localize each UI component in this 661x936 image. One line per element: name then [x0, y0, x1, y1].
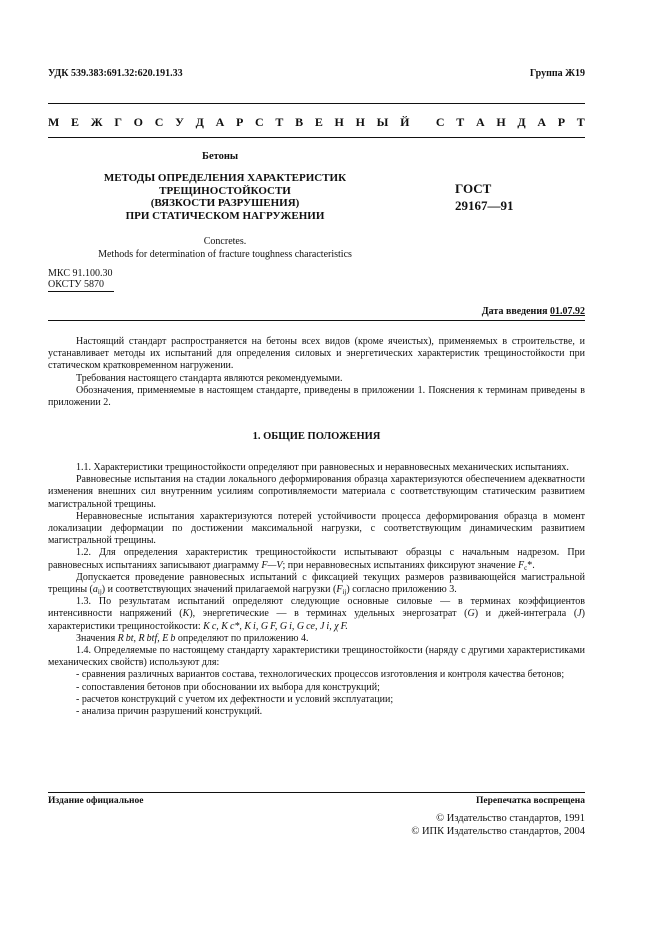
intro-paragraph: Настоящий стандарт распространяется на бетоны всех видов (кроме ячеистых), применяемых в строительстве, и устанавливает методы их испытаний для определения силовых и энергетических характеристик трещиностойкости при статическом кратковременном нагружении. [48, 336, 585, 372]
english-title-line: Concretes. [203, 236, 247, 247]
banner-letter: Р [235, 115, 244, 129]
paragraph-equilibrium: Равновесные испытания на стадии локального деформирования образца характеризуются обеспечением адекватности изменения внешних сил внутренним усилиям сопротивляемости материала с соответствующим статическим развитием магистральной трещины. [48, 474, 585, 510]
paragraph-values: Значения R bt, R btf, E b определяют по приложению 4. [76, 632, 309, 644]
banner-letter: А [537, 115, 547, 129]
banner-letter: Ж [90, 115, 103, 129]
title-line: (ВЯЗКОСТИ РАЗРУШЕНИЯ) [150, 197, 300, 209]
banner-letter: Д [517, 115, 526, 129]
banner-letter: Е [71, 115, 80, 129]
usage-list-item: - сопоставления бетонов при обосновании их выбора для конструкций; [76, 681, 380, 693]
banner-letter: С [435, 115, 445, 129]
banner-letter: Н [355, 115, 365, 129]
classification-codes [48, 268, 112, 290]
banner-letter: М [48, 115, 60, 129]
copyright-block [411, 812, 585, 838]
intro-paragraph: Обозначения, применяемые в настоящем стандарте, приведены в приложении 1. Пояснения к терминам приведены в приложении 2. [48, 384, 585, 409]
english-title-line: Methods for determination of fracture toughness characteristics [98, 248, 352, 260]
top-rule [48, 103, 585, 104]
banner-letter: А [215, 115, 225, 129]
footer-rule [48, 792, 585, 793]
banner-letter: С [154, 115, 164, 129]
paragraph-1-2: 1.2. Для определения характеристик трещиностойкости испытывают образцы с начальным надрезом. При равновесных испытаниях записывают диаграмму F—V; при неравновесных испытаниях фиксируют значение $F_c*$. [48, 547, 585, 572]
banner-rule [48, 137, 585, 138]
gost-designation [455, 180, 514, 214]
banner-letter: Т [576, 115, 585, 129]
banner-letter: У [175, 115, 184, 129]
gost-number: 29167—91 [455, 198, 514, 213]
banner-letter: Н [334, 115, 344, 129]
banner-letter: Е [314, 115, 323, 129]
paragraph-allowed: Допускается проведение равновесных испытаний с фиксацией текущих размеров развивающейся магистральной трещины $(a_{ij})$ и соответствующих значений прилагаемой нагрузки $(F_{ij})$ согласно приложению 3. [48, 571, 585, 597]
banner-letter [421, 115, 424, 130]
copyright-line: © ИПК Издательство стандартов, 2004 [411, 826, 585, 837]
interstate-standard-banner [48, 115, 585, 130]
udc-code: УДК 539.383:691.32:620.191.33 [48, 68, 183, 79]
effective-date [482, 306, 585, 317]
document-title [60, 172, 390, 222]
mks-code: МКС 91.100.30 [48, 268, 113, 279]
banner-letter: Р [557, 115, 566, 129]
date-label: Дата введения [481, 306, 548, 317]
official-edition-label: Издание официальное [48, 796, 144, 806]
usage-list-item: - сравнения различных вариантов состава, технологических процессов изготовления и контроля качества бетонов; [76, 669, 565, 681]
banner-letter: А [475, 115, 485, 129]
banner-letter: Т [275, 115, 284, 129]
banner-letter: О [133, 115, 144, 129]
banner-letter: Ы [376, 115, 389, 129]
title-line: ТРЕЩИНОСТОЙКОСТИ [159, 184, 291, 197]
intro-text [48, 336, 585, 409]
usage-list-item: - анализа причин разрушений конструкций. [76, 706, 263, 718]
banner-letter: Г [114, 115, 122, 129]
document-subject: Бетоны [202, 151, 239, 162]
banner-letter: Д [195, 115, 204, 129]
paragraph-1-3: 1.3. По результатам испытаний определяют следующие основные силовые — в терминах коэффициентов интенсивности напряжений (K), энергетические — в терминах удельных энергозатрат (G) и джей-интеграла (J) характеристики трещиностойкости: K c, K c*, K i, G F, G i, G ce, J i, χ F. [48, 596, 585, 632]
section-1-text [48, 462, 585, 718]
title-line: МЕТОДЫ ОПРЕДЕЛЕНИЯ ХАРАКТЕРИСТИК [103, 172, 347, 184]
okstu-code: ОКСТУ 5870 [48, 279, 105, 290]
group-code: Группа Ж19 [529, 68, 585, 79]
section-heading: 1. ОБЩИЕ ПОЛОЖЕНИЯ [252, 431, 381, 442]
paragraph-nonequilibrium: Неравновесные испытания характеризуются потерей устойчивости процесса деформирования образца в момент локализации деформации по достижении максимальной нагрузки, с соответствующим динамическим развитием магистральной трещины. [48, 510, 585, 547]
codes-rule [48, 291, 114, 292]
banner-letter: В [295, 115, 304, 129]
banner-letter: С [255, 115, 264, 129]
usage-list-item: - расчетов конструкций с учетом их дефектности и условий эксплуатации; [76, 693, 394, 705]
title-line: ПРИ СТАТИЧЕСКОМ НАГРУЖЕНИИ [125, 209, 325, 222]
paragraph-1-4: 1.4. Определяемые по настоящему стандарту характеристики трещиностойкости (наряду с другими характеристиками механических свойств) используют для: [48, 645, 585, 669]
date-rule [48, 320, 585, 321]
english-title [60, 236, 390, 261]
banner-letter: Й [400, 115, 410, 129]
intro-paragraph: Требования настоящего стандарта являются рекомендуемыми. [76, 372, 343, 384]
reprint-prohibited-label: Перепечатка воспрещена [475, 796, 585, 806]
date-value: 01.07.92 [550, 306, 585, 317]
banner-letter: Т [456, 115, 465, 129]
copyright-line: © Издательство стандартов, 1991 [436, 813, 585, 824]
banner-letter: Н [496, 115, 506, 129]
paragraph-1-1: 1.1. Характеристики трещиностойкости определяют при равновесных и неравновесных механических испытаниях. [76, 462, 569, 473]
gost-label: ГОСТ [455, 181, 492, 196]
